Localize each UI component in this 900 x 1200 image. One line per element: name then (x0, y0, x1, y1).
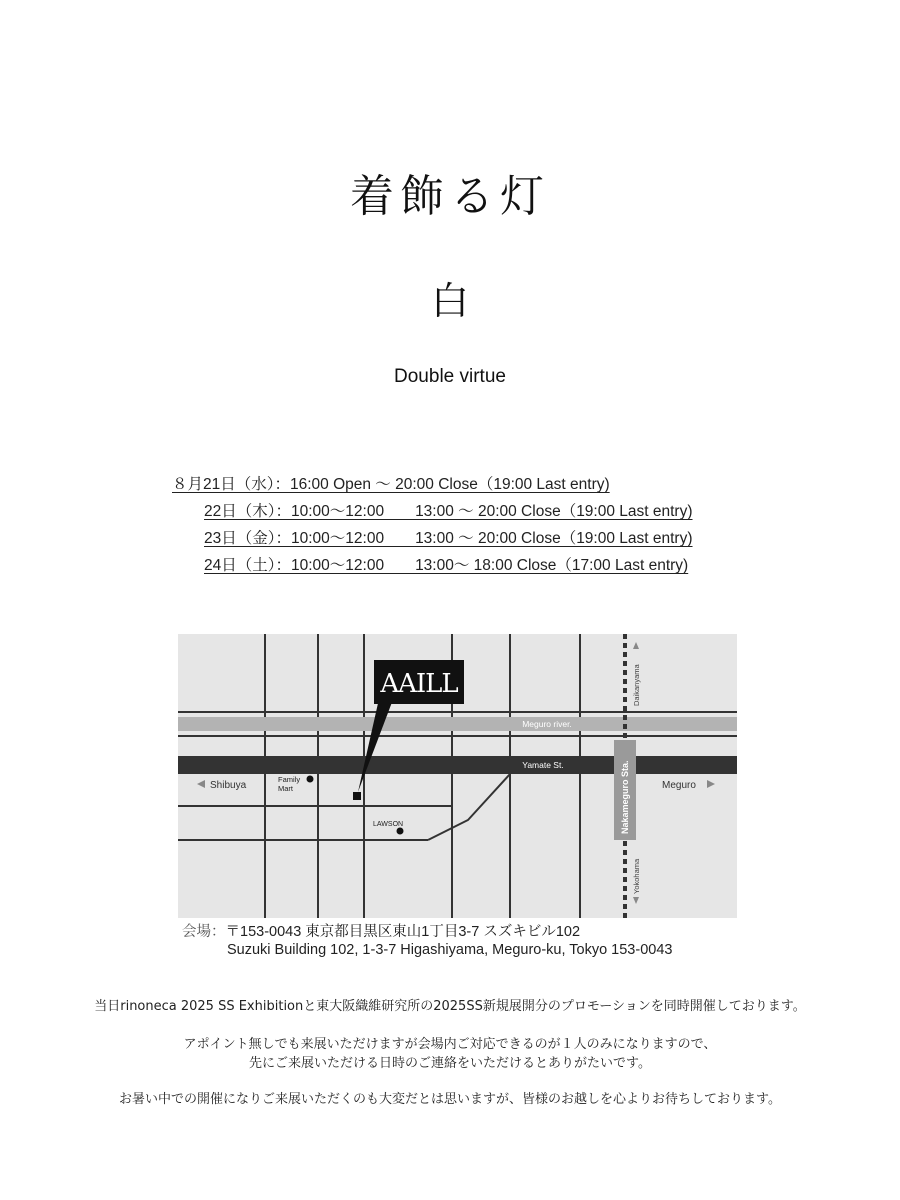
station-label: Nakameguro Sta. (620, 760, 630, 834)
note-1: 当日rinoneca 2025 SS Exhibitionと東大阪織維研究所の2025SS新規展開分のプロモーションを同時開催しております。 (94, 999, 806, 1014)
note-3: お暑い中での開催になりご来展いただくのも大変だとは思いますが、皆様のお越しを心よりお待ちしております。 (119, 1092, 781, 1107)
schedule-line: 22日（木）：10:00～12:00 13:00 ～ 20:00 Close（19:00 Last entry) (204, 503, 693, 520)
schedule-line: 23日（金）：10:00～12:00 13:00 ～ 20:00 Close（19:00 Last entry) (204, 530, 693, 547)
logo-text: AAILL (380, 669, 458, 699)
arrow-left-icon (197, 780, 205, 788)
exhibition-title: 着飾る灯 (350, 171, 550, 222)
family-mart-dot-icon (307, 776, 314, 783)
meguro-label: Meguro (662, 780, 696, 791)
note-2b: 先にご来展いただける日時のご連絡をいただけるとありがたいです。 (249, 1056, 651, 1071)
lawson-dot-icon (397, 828, 404, 835)
street-label: Yamate St. (522, 760, 564, 770)
address-line-en: Suzuki Building 102, 1-3-7 Higashiyama, Meguro-ku, Tokyo 153-0043 (227, 942, 673, 958)
note-2a: アポイント無しでも来展いただけますが会場内ご対応できるのが１人のみになりますので、 (183, 1037, 717, 1052)
address-line-jp: 〒153-0043 東京都目黒区東山1丁目3-7 スズキビル102 (225, 924, 581, 940)
yokohama-label: Yokohama (632, 858, 641, 894)
schedule-line: ８月21日（水）：16:00 Open ～ 20:00 Close（19:00 Last entry) (172, 476, 610, 493)
family-mart-label-2: Mart (278, 784, 293, 793)
street-band (178, 756, 737, 774)
venue-marker-icon (353, 792, 361, 800)
venue-map (178, 634, 737, 918)
river-band (178, 717, 737, 731)
family-mart-label-1: Family (278, 775, 301, 784)
schedule-line: 24日（土）：10:00～12:00 13:00～ 18:00 Close（17:00 Last entry) (204, 557, 689, 574)
daikanyama-label: Daikanyama (632, 664, 641, 706)
arrow-down-icon (633, 897, 639, 904)
address-label: 会場： (182, 924, 226, 940)
arrow-up-icon (633, 642, 639, 649)
exhibition-subtitle: 白 (430, 279, 469, 323)
lawson-label: LAWSON (373, 821, 404, 828)
venue-address (182, 922, 580, 942)
map-drawing (178, 634, 737, 918)
arrow-right-icon (707, 780, 715, 788)
river-label: Meguro river. (522, 719, 572, 729)
exhibition-tagline: Double virtue (394, 366, 506, 387)
shibuya-label: Shibuya (210, 780, 247, 791)
